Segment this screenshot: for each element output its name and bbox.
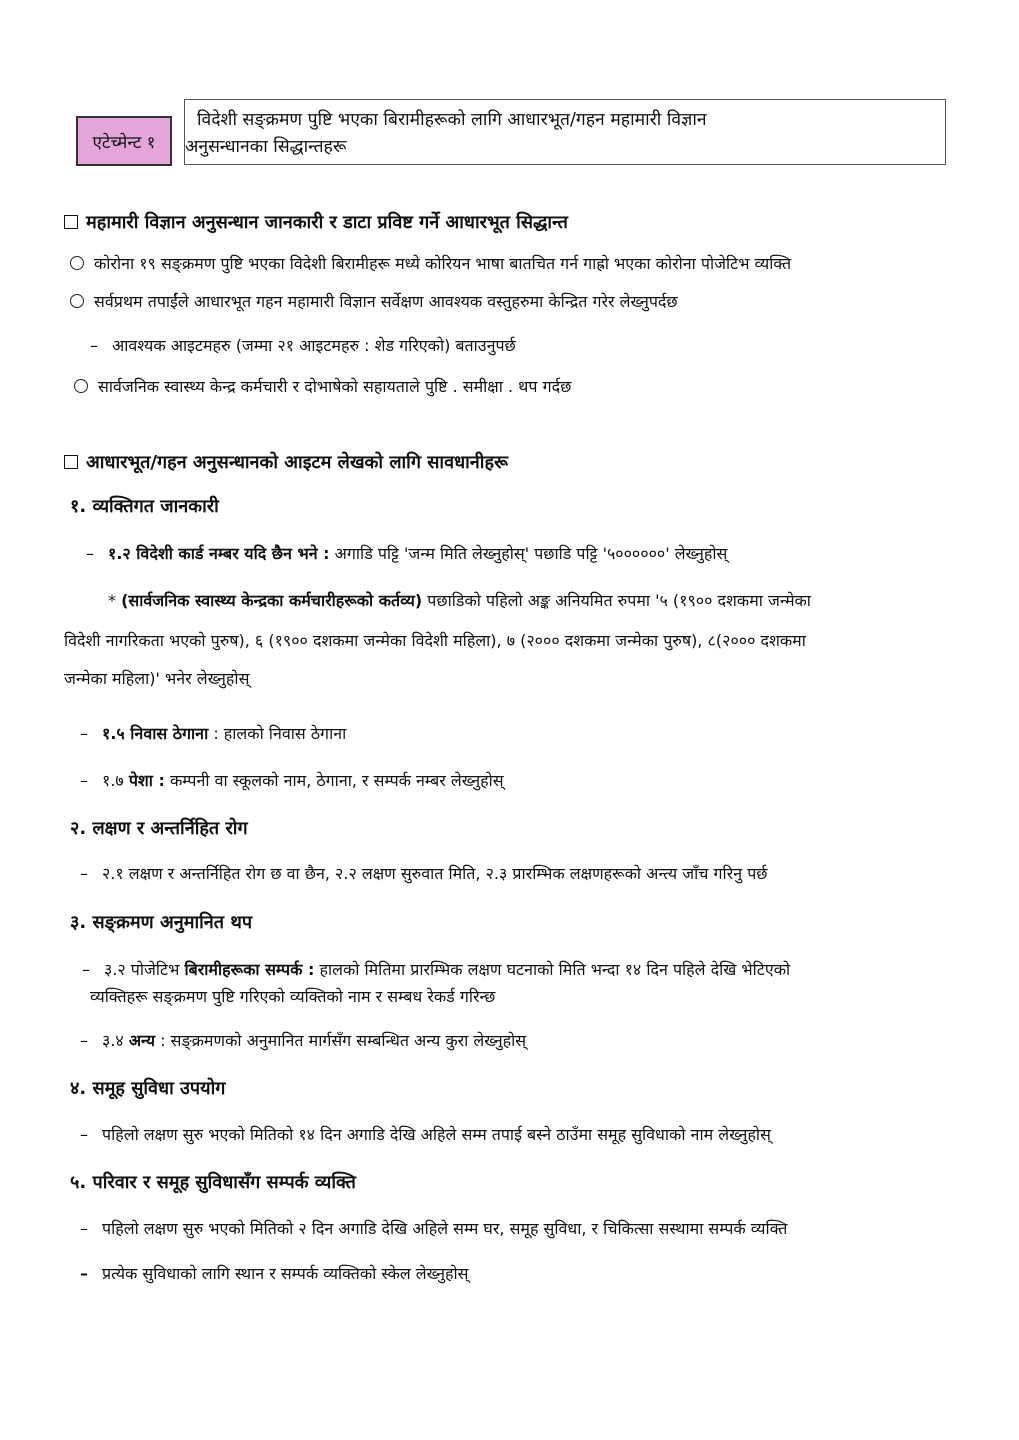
item-1-5-label: १.५ निवास ठेगाना: [102, 724, 209, 743]
checkbox-square-icon: [64, 215, 78, 229]
dash-bullet-icon: –: [80, 724, 88, 743]
section2-heading: [64, 450, 508, 474]
item-3-2-num: ३.२ पोजेटिभ: [104, 960, 180, 979]
section1-item1-text: कोरोना १९ सङ्क्रमण पुष्टि भएका विदेशी बिरामीहरू मध्ये कोरियन भाषा बातचित गर्न गाह्रो भएका कोरोना पोजेटिभ व्यक्ति: [94, 254, 792, 273]
circle-bullet-icon: [70, 294, 84, 308]
infection-heading: ३. सङ्क्रमण अनुमानित थप: [70, 912, 253, 933]
section1-heading: [64, 210, 568, 234]
item-1-5-text: : हालको निवास ठेगाना: [213, 724, 347, 743]
item-3-4-label: अन्य: [128, 1031, 156, 1050]
facility-text: पहिलो लक्षण सुरु भएको मितिको १४ दिन अगाडि देखि अहिले सम्म तपाई बस्ने ठाउँमा समूह सुविधाको नाम लेख्नुहोस्: [102, 1125, 771, 1144]
checkbox-square-icon: [64, 455, 78, 469]
dash-bullet-icon: –: [80, 1031, 88, 1050]
item-1-7-num: १.७: [102, 771, 124, 790]
section1-item3-text: सार्वजनिक स्वास्थ्य केन्द्र कर्मचारी र दोभाषेको सहायताले पुष्टि . समीक्षा . थप गर्दछ: [98, 377, 572, 396]
item-1-2-label: १.२ विदेशी कार्ड नम्बर यदि छैन भने :: [108, 544, 330, 563]
symptoms-item: [80, 862, 768, 884]
dash-bullet-icon: –: [86, 544, 94, 563]
circle-bullet-icon: [74, 379, 88, 393]
section1-subitem: [90, 334, 516, 356]
item-1-7: [80, 769, 504, 791]
item-1-5: [80, 722, 346, 744]
contacts-heading: ५. परिवार र समूह सुविधासँग सम्पर्क व्यक्ति: [70, 1172, 356, 1193]
dash-bullet-icon: –: [80, 864, 88, 883]
item-1-2-text: अगाडि पट्टि 'जन्म मिति लेख्नुहोस्' पछाडि पट्टि '५००००००' लेख्नुहोस्: [334, 544, 728, 563]
attachment-title-line1: विदेशी सङ्क्रमण पुष्टि भएका बिरामीहरूको लागि आधारभूत/गहन महामारी विज्ञान: [197, 110, 707, 130]
duty-note-line2: विदेशी नागरिकता भएको पुरुष), ६ (१९०० दशकमा जन्मेका विदेशी महिला), ७ (२००० दशकमा जन्मेका पुरुष), ८(२००० दशकमा: [64, 631, 806, 650]
contacts-text1: पहिलो लक्षण सुरु भएको मितिको २ दिन अगाडि देखि अहिले सम्म घर, समूह सुविधा, र चिकित्सा सस्थामा सम्पर्क व्यक्ति: [102, 1219, 788, 1238]
item-3-2-text-1: हालको मितिमा प्रारम्भिक लक्षण घटनाको मिति भन्दा १४ दिन पहिले देखि भेटिएको: [319, 960, 791, 979]
section1-item1: [70, 252, 791, 274]
asterisk-icon: *: [108, 591, 122, 610]
dash-bullet-icon: –: [80, 1125, 88, 1144]
section1-item2: [70, 290, 678, 312]
contacts-item2: [80, 1262, 468, 1284]
item-3-4: [80, 1029, 526, 1051]
attachment-title-box: [184, 99, 946, 165]
item-3-2-line2: व्यक्तिहरू सङ्क्रमण पुष्टि गरिएको व्यक्तिको नाम र सम्बध रेकर्ड गरिन्छ: [90, 987, 496, 1006]
circle-bullet-icon: [70, 256, 84, 270]
facility-item: [80, 1123, 771, 1145]
symptoms-heading: २. लक्षण र अन्तर्निहित रोग: [70, 818, 248, 839]
item-1-2: [86, 542, 727, 564]
section1-heading-text: महामारी विज्ञान अनुसन्धान जानकारी र डाटा प्रविष्ट गर्ने आधारभूत सिद्धान्त: [86, 212, 568, 233]
section1-item2-text: सर्वप्रथम तपाईंले आधारभूत गहन महामारी विज्ञान सर्वेक्षण आवश्यक वस्तुहरुमा केन्द्रित गरेर लेख्नुपर्दछ: [94, 292, 678, 311]
contacts-text2: प्रत्येक सुविधाको लागि स्थान र सम्पर्क व्यक्तिको स्केल लेख्नुहोस्: [102, 1264, 469, 1283]
duty-note-line3: जन्मेका महिला)' भनेर लेख्नुहोस्: [64, 669, 250, 688]
item-1-7-label: पेशा :: [128, 771, 165, 790]
dash-bullet-icon: –: [82, 960, 90, 979]
section1-subitem-text: आवश्यक आइटमहरु (जम्मा २१ आइटमहरु : शेड गरिएको) बताउनुपर्छ: [112, 336, 516, 355]
dash-bullet-icon: –: [80, 1264, 88, 1283]
section1-item3: [74, 375, 571, 397]
attachment-label: [76, 116, 172, 166]
item-1-7-text: कम्पनी वा स्कूलको नाम, ठेगाना, र सम्पर्क नम्बर लेख्नुहोस्: [170, 771, 504, 790]
duty-note-text-1: पछाडिको पहिलो अङ्क अनियमित रुपमा '५ (१९०० दशकमा जन्मेका: [427, 591, 811, 610]
facility-heading: ४. समूह सुविधा उपयोग: [70, 1078, 226, 1099]
symptoms-text: २.१ लक्षण र अन्तर्निहित रोग छ वा छैन, २.२ लक्षण सुरुवात मिति, २.३ प्रारम्भिक लक्षणहरूको अन्त्य जाँच गरिनु पर्छ: [102, 864, 768, 883]
item-3-4-text: : सङ्क्रमणको अनुमानित मार्गसँग सम्बन्धित अन्य कुरा लेख्नुहोस्: [160, 1031, 527, 1050]
dash-bullet-icon: –: [90, 336, 98, 355]
dash-bullet-icon: –: [80, 771, 88, 790]
attachment-title-line2: अनुसन्धानका सिद्धान्तहरू: [185, 137, 347, 157]
dash-bullet-icon: –: [80, 1219, 88, 1238]
personal-info-heading: १. व्यक्तिगत जानकारी: [70, 496, 219, 517]
item-3-2-label: बिरामीहरूका सम्पर्क :: [184, 960, 315, 979]
item-3-4-num: ३.४: [102, 1031, 124, 1050]
contacts-item1: [80, 1217, 787, 1239]
duty-note-label: (सार्वजनिक स्वास्थ्य केन्द्रका कर्मचारीहरूको कर्तव्य): [121, 591, 423, 610]
item-3-2-line1: [82, 958, 790, 980]
section2-heading-text: आधारभूत/गहन अनुसन्धानको आइटम लेखको लागि सावधानीहरू: [86, 452, 509, 473]
duty-note-line1: [108, 589, 811, 611]
attachment-label-text: एटेच्मेन्ट १: [92, 132, 156, 153]
